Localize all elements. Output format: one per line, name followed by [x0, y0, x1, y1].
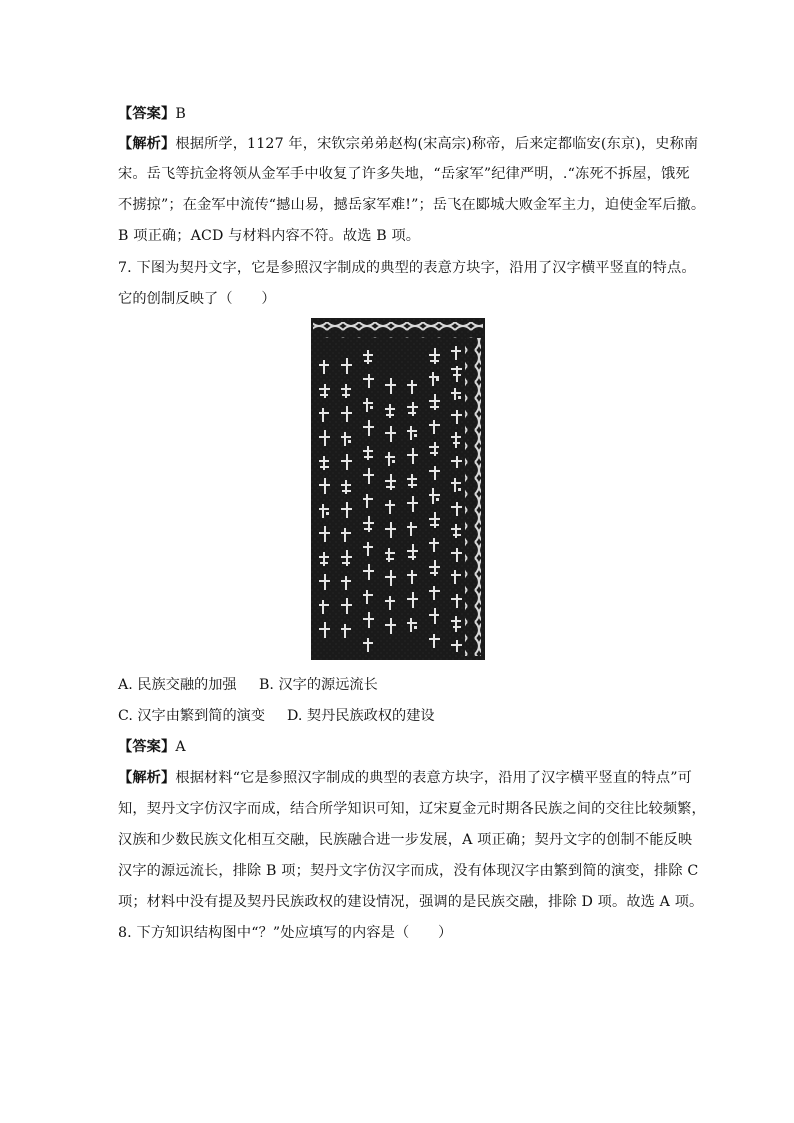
q7-answer: [118, 737, 186, 757]
answer-value: A: [175, 739, 186, 755]
option-d: D. 契丹民族政权的建设: [287, 708, 435, 724]
analysis-tag: 【解析】: [118, 770, 176, 786]
q6-analysis-line-2: 宋。岳飞等抗金将领从金军手中收复了许多失地，“岳家军”纪律严明，.“冻死不拆屋，饿死: [118, 166, 690, 182]
q6-analysis-line-4: B 项正确；ACD 与材料内容不符。故选 B 项。: [118, 228, 421, 244]
q7-analysis-line-5: 项；材料中没有提及契丹民族政权的建设情况，强调的是民族交融，排除 D 项。故选 A 项。: [118, 894, 704, 910]
q7-question-line-2: 它的创制反映了（ ）: [118, 291, 276, 307]
option-a: A. 民族交融的加强: [118, 677, 237, 693]
answer-value: B: [175, 106, 186, 122]
answer-tag: 【答案】: [118, 106, 176, 122]
option-b: B. 汉字的源远流长: [259, 677, 378, 693]
q6-analysis-line-1: 【解析】根据所学，1127 年，宋钦宗弟弟赵构(宋高宗)称帝，后来定都临安(东京)，史称南: [118, 136, 699, 152]
q7-analysis-line-3: 汉族和少数民族文化相互交融，民族融合进一步发展，A 项正确；契丹文字的创制不能反映: [118, 832, 693, 848]
q7-analysis-line-2: 知，契丹文字仿汉字而成，结合所学知识可知，辽宋夏金元时期各民族之间的交往比较频繁，: [118, 801, 706, 817]
q7-analysis-line-1: 【解析】根据材料“它是参照汉字制成的典型的表意方块字，沿用了汉字横平竖直的特点”可: [118, 770, 692, 786]
khitan-script-rubbing-svg: [311, 318, 485, 660]
q7-analysis-line-4: 汉字的源远流长，排除 B 项；契丹文字仿汉字而成，没有体现汉字由繁到简的演变，排除 C: [118, 863, 699, 879]
analysis-tag: 【解析】: [118, 136, 176, 152]
khitan-script-rubbing-image: [311, 318, 485, 660]
q6-answer: [118, 104, 186, 124]
q7-question-line-1: 7. 下图为契丹文字，它是参照汉字制成的典型的表意方块字，沿用了汉字横平竖直的特点。: [118, 260, 696, 276]
q8-question: 8. 下方知识结构图中“？”处应填写的内容是（ ）: [118, 925, 453, 941]
option-c: C. 汉字由繁到简的演变: [118, 708, 266, 724]
q6-analysis-line-3: 不掳掠”；在金军中流传“撼山易，撼岳家军难!”；岳飞在郾城大败金军主力，迫使金军后撤。: [118, 197, 706, 213]
answer-tag: 【答案】: [118, 739, 176, 755]
